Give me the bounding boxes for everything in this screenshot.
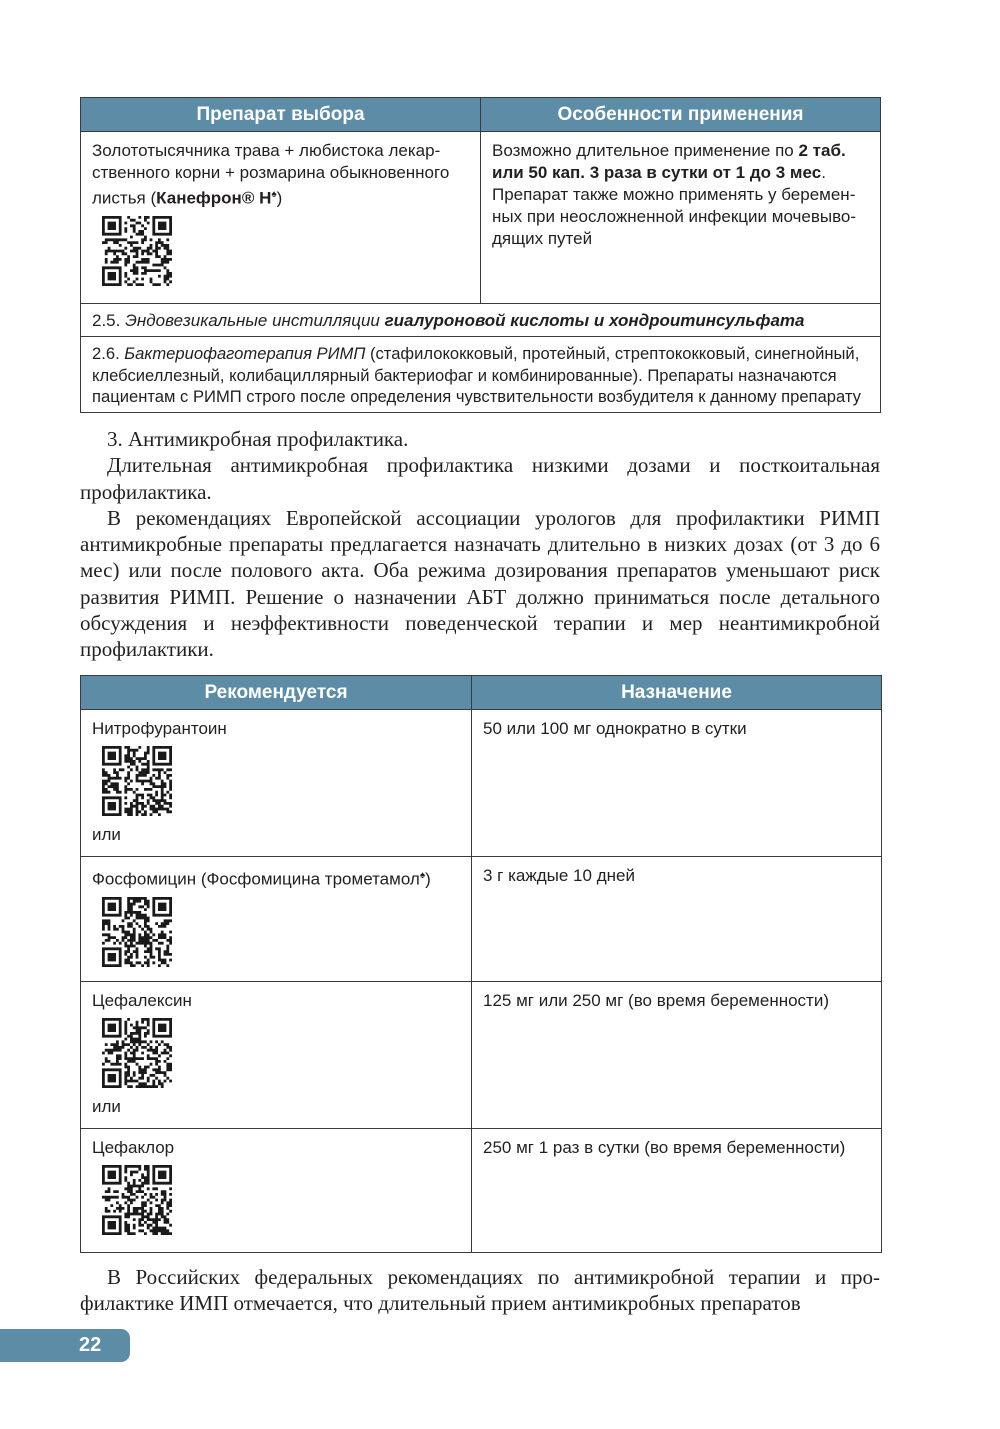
qr-code-icon xyxy=(102,216,172,286)
table-row xyxy=(81,857,472,982)
qr-code-icon xyxy=(102,746,172,816)
table-row xyxy=(81,1129,472,1253)
cell-canephron-usage xyxy=(481,132,881,304)
table-preparations xyxy=(80,97,881,413)
table-row xyxy=(81,982,472,1129)
section-prophylaxis xyxy=(80,426,880,663)
page-number: 22 xyxy=(0,1329,130,1362)
section-heading: 3. Антимикробная профилактика. xyxy=(107,427,409,451)
drug-name: Цефаклор xyxy=(92,1138,175,1157)
paragraph: Длительная антимикробная профилактика низкими дозами и посткоитальная профилактика. xyxy=(80,453,880,504)
dose-cell: 50 или 100 мг однократно в сутки xyxy=(472,710,882,857)
drug-name: Фосфомицин (Фосфомицина трометамол♠) xyxy=(92,869,431,889)
or-label: или xyxy=(92,1097,121,1116)
header-recommended: Рекомендуется xyxy=(81,676,472,710)
table-recommended xyxy=(80,675,882,1253)
paragraph: В рекомендациях Европейской ассоциации урологов для профилактики РИМП антимикробные препараты предлагается назначать длительно в низких дозах (от 3 до 6 мес) или после полового акта. Оба режима дозирования препаратов уменьшают риск развития РИМП. Решение о назначении АБТ должно приниматься после детального обсуждения и неэффективности поведенческой терапии и мер неантимикробной профилактики. xyxy=(80,505,880,662)
drug-name: Золототысячника трава + любистока лекарственного корни + розмарина обыкновенного листья (Канефрон® Н♠) xyxy=(92,141,450,208)
dose-cell: 3 г каждые 10 дней xyxy=(472,857,882,982)
usage-text: Возможно длительное применение по 2 таб. или 50 кап. 3 раза в сутки от 1 до 3 мес. Препарат также можно применять у беременных при неосложненной инфекции мочевыводящих путей xyxy=(492,141,857,248)
header-usage: Особенности применения xyxy=(481,98,881,132)
qr-code-icon xyxy=(102,1018,172,1088)
cell-canephron xyxy=(81,132,481,304)
qr-code-icon xyxy=(102,897,172,967)
table-row xyxy=(81,710,472,857)
drug-name: Цефалексин xyxy=(92,991,192,1010)
drug-name: Нитрофурантоин xyxy=(92,719,227,738)
cell-bacteriophage: 2.6. Бактериофаготерапия РИМП (стафилококковый, протейный, стрептококковый, синегнойный, клебсиеллезный, колибациллярный бактериофаг и комбинированные). Препараты назначаются пациентам с РИМП строго после определения чувствительности возбудителя к данному препарату xyxy=(81,337,881,413)
paragraph: В Российских федеральных рекомендациях по антимикробной терапии и профилактике ИМП отмечается, что длительный прием антимикробных препаратов xyxy=(80,1265,880,1316)
dose-cell: 250 мг 1 раз в сутки (во время беременности) xyxy=(472,1129,882,1253)
header-drug-choice: Препарат выбора xyxy=(81,98,481,132)
closing-paragraph xyxy=(80,1264,880,1317)
qr-code-icon xyxy=(102,1165,172,1235)
header-dosage: Назначение xyxy=(472,676,882,710)
dose-cell: 125 мг или 250 мг (во время беременности) xyxy=(472,982,882,1129)
or-label: или xyxy=(92,825,121,844)
cell-instillations: 2.5. Эндовезикальные инстилляции гиалуроновой кислоты и хондроитинсульфата xyxy=(81,304,881,337)
